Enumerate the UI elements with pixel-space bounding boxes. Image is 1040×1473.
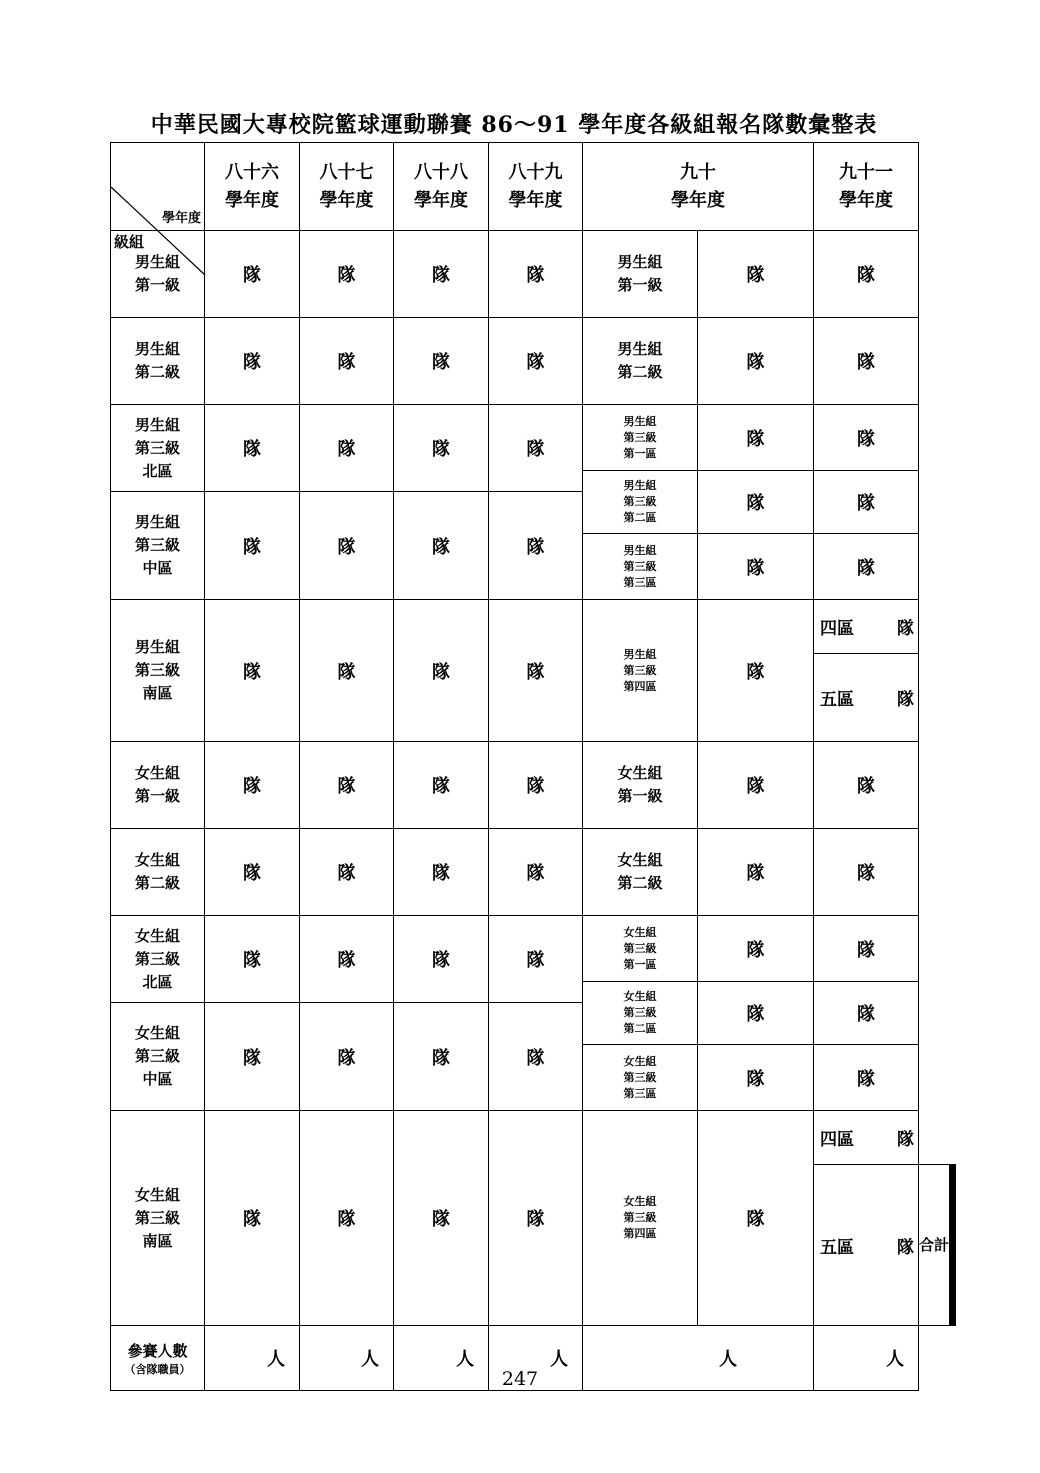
y90-group-label-line: 男生組 [623, 543, 657, 557]
team-count-cell: 隊 [205, 492, 300, 600]
team-count-cell: 隊 [394, 231, 489, 318]
year-header-line2: 學年度 [839, 189, 893, 211]
page-number: 247 [501, 1368, 539, 1390]
y90-group-label [583, 916, 698, 982]
y90-group-label [583, 600, 698, 742]
group-label-line: 女生組 [134, 1024, 180, 1042]
y91-region-split [814, 1233, 918, 1258]
group-label [111, 492, 205, 600]
y90-group-label-line: 男生組 [617, 253, 663, 271]
group-label-line: 中區 [142, 559, 173, 577]
table-row [111, 231, 956, 318]
y90-group-label-line: 第四區 [623, 679, 657, 693]
team-count-cell: 隊 [300, 1003, 394, 1111]
y90-group-label-line: 第三區 [623, 575, 657, 589]
group-label-line: 女生組 [134, 764, 180, 782]
team-count-cell: 隊 [698, 916, 814, 982]
table-body [111, 143, 956, 1391]
year-header [583, 143, 814, 231]
y90-group-label-line: 男生組 [623, 647, 657, 661]
team-count-cell: 隊 [489, 600, 583, 742]
team-count-cell: 隊 [814, 471, 919, 534]
year-header [394, 143, 489, 231]
year-header [300, 143, 394, 231]
y90-group-label-line: 第二區 [623, 511, 657, 524]
group-label-line: 女生組 [134, 926, 180, 945]
region-label: 四區 [820, 1130, 854, 1150]
team-count-cell: 隊 [205, 231, 300, 318]
team-count-cell: 隊 [394, 1111, 489, 1326]
y90-group-label-line: 第三級 [623, 1006, 657, 1019]
y90-group-label-line: 男生組 [623, 479, 657, 492]
y90-group-label-line: 第二級 [617, 874, 663, 892]
group-label-line: 男生組 [134, 513, 180, 531]
group-label-line: 男生組 [134, 638, 180, 656]
group-label-line: 第二級 [134, 874, 180, 892]
team-count-cell: 隊 [300, 1111, 394, 1326]
y90-group-label [583, 742, 698, 829]
team-count-cell: 隊 [394, 492, 489, 600]
header-diagonal-cell [111, 143, 205, 251]
year-header-line1: 八十七 [319, 161, 374, 183]
team-count-cell: 隊 [698, 534, 814, 600]
y91-region-cell [814, 1111, 919, 1165]
participants-unit: 人 [267, 1349, 285, 1370]
group-label-line: 男生組 [134, 415, 180, 434]
participants-unit: 人 [719, 1349, 737, 1370]
group-label-line: 第一級 [134, 787, 180, 805]
y90-group-label-line: 第一級 [617, 787, 663, 805]
group-label [111, 742, 205, 829]
page-title: 中華民國大專校院籃球運動聯賽 86～91 學年度各級組報名隊數彙整表 [150, 112, 878, 138]
team-count-cell: 隊 [394, 916, 489, 1003]
y90-group-label [583, 231, 698, 318]
y90-group-label [583, 534, 698, 600]
y90-group-label-line: 第三級 [623, 430, 657, 444]
team-count-cell: 隊 [814, 318, 919, 405]
year-header-line1: 九十一 [839, 161, 893, 183]
y90-group-label-line: 第三級 [623, 495, 657, 508]
y90-group-label-line: 男生組 [617, 340, 663, 358]
year-header-line2: 學年度 [225, 189, 279, 211]
team-count-cell: 隊 [394, 318, 489, 405]
y90-group-label-line: 第三級 [623, 1070, 657, 1084]
group-label-line: 南區 [142, 1231, 173, 1250]
registration-table [110, 142, 956, 1391]
team-count-cell: 隊 [394, 600, 489, 742]
table-row [111, 600, 956, 621]
year-header-line1: 八十六 [225, 161, 279, 183]
team-count-cell: 隊 [489, 405, 583, 492]
team-count-cell: 隊 [394, 742, 489, 829]
region-label: 五區 [820, 1237, 854, 1258]
team-count-cell: 隊 [300, 492, 394, 600]
team-count-cell: 隊 [698, 982, 814, 1045]
y90-group-label-line: 第三級 [623, 663, 657, 677]
table-row [111, 405, 956, 471]
team-count-cell: 隊 [698, 318, 814, 405]
team-count-cell: 隊 [300, 829, 394, 916]
table-row [111, 742, 956, 829]
team-count-cell: 隊 [205, 318, 300, 405]
team-count-cell: 隊 [814, 1045, 919, 1111]
team-count-cell: 隊 [300, 405, 394, 492]
team-count-cell: 隊 [300, 600, 394, 742]
y90-group-label [583, 829, 698, 916]
region-unit: 隊 [897, 690, 914, 710]
group-label-line: 第一級 [134, 276, 180, 294]
group-label-line: 北區 [142, 461, 173, 480]
y90-group-label-line: 第二級 [617, 363, 663, 381]
year-header-line2: 學年度 [508, 189, 563, 211]
group-label-line: 中區 [142, 1070, 173, 1088]
totals-cell [955, 1165, 956, 1326]
y90-group-label-line: 第一級 [617, 276, 663, 294]
team-count-cell: 隊 [814, 916, 919, 982]
participants-line2: （含隊職員） [124, 1362, 191, 1376]
team-count-cell: 隊 [205, 916, 300, 1003]
team-count-cell: 隊 [300, 742, 394, 829]
y90-group-label-line: 第三區 [623, 1086, 657, 1100]
group-label [111, 916, 205, 1003]
team-count-cell: 隊 [814, 982, 919, 1045]
table-row [111, 916, 956, 982]
year-header-line2: 學年度 [671, 189, 725, 211]
team-count-cell: 隊 [489, 742, 583, 829]
y90-group-label [583, 471, 698, 534]
year-header-line2: 學年度 [319, 189, 374, 211]
table-row [111, 143, 956, 231]
region-label: 五區 [820, 690, 854, 710]
participants-unit: 人 [456, 1349, 474, 1370]
y90-group-label-line: 第三級 [623, 1211, 657, 1224]
team-count-cell: 隊 [300, 231, 394, 318]
participants-unit: 人 [550, 1349, 568, 1370]
team-count-cell: 隊 [394, 405, 489, 492]
team-count-cell: 隊 [814, 534, 919, 600]
y90-group-label-line: 女生組 [623, 1054, 657, 1068]
team-count-cell: 隊 [300, 318, 394, 405]
group-label-line: 第三級 [134, 536, 180, 554]
participants-line1: 參賽人數 [127, 1341, 188, 1360]
region-label: 四區 [820, 619, 854, 639]
team-count-cell: 隊 [489, 1111, 583, 1326]
team-count-cell: 隊 [698, 1111, 814, 1326]
team-count-cell: 隊 [205, 829, 300, 916]
team-count-cell: 隊 [205, 1003, 300, 1111]
y90-group-label-line: 女生組 [623, 1195, 657, 1208]
y90-group-label-line: 第三級 [623, 941, 657, 955]
group-label [111, 405, 205, 492]
diag-top-label: 學年度 [161, 210, 201, 226]
y90-group-label-line: 女生組 [623, 990, 657, 1003]
group-label-line: 南區 [142, 684, 173, 702]
y90-group-label-line: 第一區 [623, 446, 657, 460]
group-label-line: 第三級 [134, 438, 180, 457]
year-header-line1: 九十 [680, 161, 716, 183]
group-label-line: 第三級 [134, 661, 180, 679]
team-count-cell: 隊 [300, 916, 394, 1003]
group-label-line: 北區 [142, 972, 173, 991]
group-label-line: 男生組 [134, 253, 180, 271]
y90-group-label-line: 女生組 [623, 925, 657, 939]
y91-region-split [814, 685, 918, 710]
team-count-cell: 隊 [394, 1003, 489, 1111]
y90-group-label-line: 男生組 [623, 414, 657, 428]
group-label-line: 第三級 [134, 1047, 180, 1065]
y90-group-label [583, 405, 698, 471]
table-row [111, 1111, 956, 1132]
totals-label: 合計 [919, 1165, 950, 1326]
team-count-cell: 隊 [814, 405, 919, 471]
y90-group-label-line: 第四區 [623, 1227, 657, 1240]
group-label-line: 第二級 [134, 363, 180, 381]
team-count-cell: 隊 [489, 318, 583, 405]
year-header [205, 143, 300, 231]
group-label [111, 318, 205, 405]
y90-group-label-line: 女生組 [617, 764, 663, 782]
y91-region-cell [814, 1165, 919, 1326]
group-label [111, 1003, 205, 1111]
year-header-line1: 八十九 [508, 161, 563, 183]
group-label-line: 第三級 [134, 1208, 180, 1227]
y90-group-label [583, 1045, 698, 1111]
team-count-cell: 隊 [205, 1111, 300, 1326]
group-label [111, 600, 205, 742]
year-header [814, 143, 919, 231]
team-count-cell: 隊 [698, 829, 814, 916]
participants-unit: 人 [886, 1349, 904, 1370]
group-label-line: 女生組 [134, 1185, 180, 1204]
y90-group-label [583, 982, 698, 1045]
group-label-line: 男生組 [134, 340, 180, 358]
team-count-cell: 隊 [394, 829, 489, 916]
group-label [111, 1111, 205, 1326]
group-label-line: 女生組 [134, 851, 180, 869]
table-row [111, 829, 956, 916]
year-header-line2: 學年度 [414, 189, 468, 211]
y90-group-label-line: 第二區 [623, 1022, 657, 1035]
team-count-cell: 隊 [698, 405, 814, 471]
y91-region-split [814, 614, 918, 639]
y90-group-label [583, 1111, 698, 1326]
y91-region-split [814, 1125, 918, 1150]
team-count-cell: 隊 [489, 492, 583, 600]
region-unit: 隊 [897, 619, 914, 639]
y90-group-label-line: 第三級 [623, 559, 657, 573]
team-count-cell: 隊 [698, 742, 814, 829]
region-unit: 隊 [897, 1237, 914, 1258]
team-count-cell: 隊 [489, 829, 583, 916]
table-row [111, 318, 956, 405]
region-unit: 隊 [897, 1130, 914, 1150]
group-label-line: 第三級 [134, 949, 180, 968]
year-header [489, 143, 583, 231]
team-count-cell: 隊 [698, 231, 814, 318]
group-label [111, 829, 205, 916]
team-count-cell: 隊 [698, 1045, 814, 1111]
team-count-cell: 隊 [205, 600, 300, 742]
team-count-cell: 隊 [814, 829, 919, 916]
team-count-cell: 隊 [814, 231, 919, 318]
year-header-line1: 八十八 [414, 161, 468, 183]
team-count-cell: 隊 [489, 231, 583, 318]
y90-group-label-line: 女生組 [617, 851, 663, 869]
diag-bottom-label: 級組 [114, 232, 145, 251]
y90-group-label-line: 第一區 [623, 957, 657, 971]
y91-region-cell [814, 600, 919, 654]
team-count-cell: 隊 [489, 916, 583, 1003]
team-count-cell: 隊 [205, 742, 300, 829]
participants-unit: 人 [361, 1349, 379, 1370]
team-count-cell: 隊 [814, 742, 919, 829]
team-count-cell: 隊 [489, 1003, 583, 1111]
y91-region-cell [814, 654, 919, 742]
team-count-cell: 隊 [698, 600, 814, 742]
team-count-cell: 隊 [205, 405, 300, 492]
team-count-cell: 隊 [698, 471, 814, 534]
y90-group-label [583, 318, 698, 405]
